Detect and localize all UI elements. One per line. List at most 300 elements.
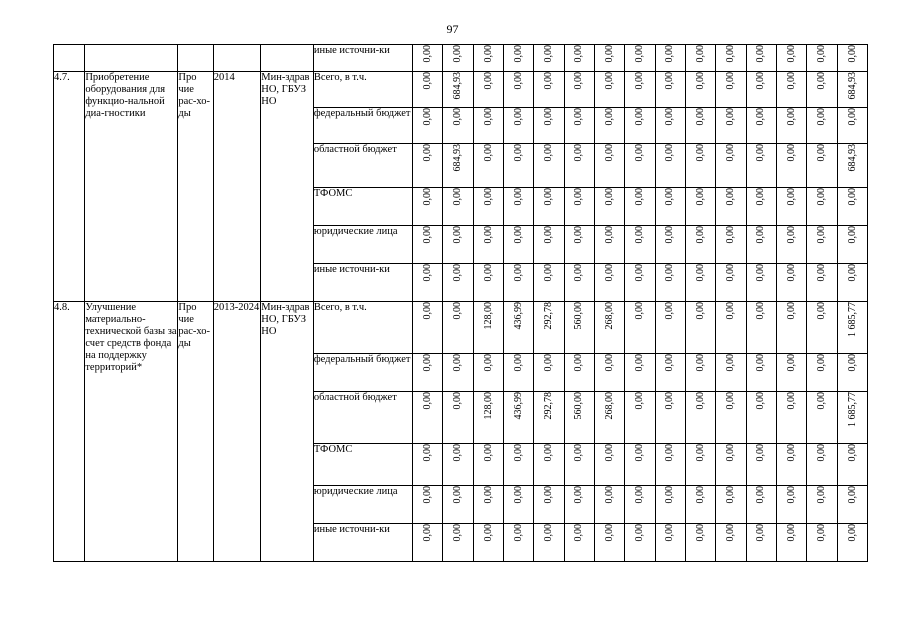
value-text: 0,00 bbox=[785, 226, 797, 244]
value-cell bbox=[716, 226, 746, 264]
value-cell bbox=[443, 72, 473, 108]
value-text: 0,00 bbox=[664, 524, 676, 542]
value-text: 0,00 bbox=[694, 264, 706, 282]
value-cell bbox=[685, 226, 715, 264]
value-cell bbox=[412, 354, 442, 392]
value-text: 0,00 bbox=[755, 444, 767, 462]
value-text: 0,00 bbox=[421, 144, 433, 162]
value-text: 0,00 bbox=[512, 354, 524, 372]
item-name: Улучшение материально-технической базы за счет средств фонда на поддержку территорий* bbox=[85, 302, 178, 562]
value-cell bbox=[534, 226, 564, 264]
table-row bbox=[54, 302, 868, 354]
value-cell bbox=[746, 392, 776, 444]
value-cell bbox=[473, 45, 503, 72]
value-text: 0,00 bbox=[482, 72, 494, 90]
value-cell bbox=[807, 354, 837, 392]
value-cell bbox=[564, 108, 594, 144]
value-text: 0,00 bbox=[482, 264, 494, 282]
value-cell bbox=[776, 226, 806, 264]
value-text: 0,00 bbox=[634, 486, 646, 504]
value-cell bbox=[655, 144, 685, 188]
value-cell bbox=[503, 188, 533, 226]
value-cell bbox=[776, 72, 806, 108]
value-text: 0,00 bbox=[573, 524, 585, 542]
item-name: Приобретение оборудования для функцио-нальной диа-гностики bbox=[85, 72, 178, 302]
value-cell bbox=[473, 264, 503, 302]
value-text: 0,00 bbox=[755, 188, 767, 206]
value-cell bbox=[746, 108, 776, 144]
value-text: 0,00 bbox=[603, 188, 615, 206]
value-text: 0,00 bbox=[543, 226, 555, 244]
value-text: 0,00 bbox=[482, 486, 494, 504]
source-cell: федеральный бюджет bbox=[313, 108, 412, 144]
value-text: 0,00 bbox=[694, 486, 706, 504]
value-cell bbox=[564, 226, 594, 264]
value-text: 0,00 bbox=[452, 486, 464, 504]
value-cell bbox=[746, 226, 776, 264]
value-cell bbox=[655, 302, 685, 354]
value-text: 0,00 bbox=[725, 392, 737, 410]
source-cell: Всего, в т.ч. bbox=[313, 302, 412, 354]
value-cell bbox=[685, 302, 715, 354]
value-text: 684,93 bbox=[846, 144, 858, 172]
value-cell bbox=[685, 444, 715, 486]
value-cell bbox=[503, 144, 533, 188]
value-cell bbox=[716, 486, 746, 524]
value-cell bbox=[776, 45, 806, 72]
value-text: 436,99 bbox=[512, 302, 524, 330]
value-text: 0,00 bbox=[694, 302, 706, 320]
value-text: 0,00 bbox=[816, 108, 828, 126]
value-cell bbox=[746, 302, 776, 354]
value-text: 0,00 bbox=[573, 108, 585, 126]
value-text: 0,00 bbox=[725, 444, 737, 462]
value-cell bbox=[716, 188, 746, 226]
value-text: 0,00 bbox=[755, 264, 767, 282]
empty-cell bbox=[213, 45, 261, 72]
value-cell bbox=[716, 392, 746, 444]
value-text: 0,00 bbox=[452, 524, 464, 542]
source-cell: федеральный бюджет bbox=[313, 354, 412, 392]
value-cell bbox=[473, 354, 503, 392]
value-text: 292,78 bbox=[543, 302, 555, 330]
value-cell bbox=[412, 302, 442, 354]
value-cell bbox=[594, 354, 624, 392]
value-cell bbox=[655, 72, 685, 108]
value-cell bbox=[807, 444, 837, 486]
value-cell bbox=[746, 72, 776, 108]
value-text: 0,00 bbox=[816, 354, 828, 372]
value-cell bbox=[716, 108, 746, 144]
value-text: 0,00 bbox=[573, 72, 585, 90]
value-cell bbox=[412, 72, 442, 108]
value-cell bbox=[625, 108, 655, 144]
value-text: 684,93 bbox=[452, 144, 464, 172]
value-text: 0,00 bbox=[725, 72, 737, 90]
value-text: 0,00 bbox=[452, 354, 464, 372]
value-cell bbox=[655, 444, 685, 486]
value-cell bbox=[716, 72, 746, 108]
value-text: 0,00 bbox=[634, 144, 646, 162]
value-text: 0,00 bbox=[573, 188, 585, 206]
value-cell bbox=[837, 264, 867, 302]
value-cell bbox=[837, 72, 867, 108]
value-text: 0,00 bbox=[694, 144, 706, 162]
value-text: 0,00 bbox=[664, 302, 676, 320]
value-cell bbox=[594, 108, 624, 144]
value-text: 0,00 bbox=[816, 486, 828, 504]
value-cell bbox=[655, 392, 685, 444]
value-cell bbox=[716, 45, 746, 72]
value-text: 0,00 bbox=[694, 524, 706, 542]
value-text: 0,00 bbox=[755, 486, 767, 504]
value-cell bbox=[534, 144, 564, 188]
value-cell bbox=[685, 188, 715, 226]
value-cell bbox=[473, 302, 503, 354]
value-text: 0,00 bbox=[543, 486, 555, 504]
value-text: 0,00 bbox=[664, 188, 676, 206]
value-text: 1 685,77 bbox=[846, 302, 858, 337]
value-text: 0,00 bbox=[421, 108, 433, 126]
value-text: 0,00 bbox=[482, 188, 494, 206]
value-text: 0,00 bbox=[755, 108, 767, 126]
value-cell bbox=[564, 486, 594, 524]
value-cell bbox=[655, 354, 685, 392]
value-cell bbox=[807, 144, 837, 188]
value-text: 0,00 bbox=[694, 354, 706, 372]
value-cell bbox=[473, 72, 503, 108]
value-text: 0,00 bbox=[543, 45, 555, 63]
value-text: 0,00 bbox=[846, 354, 858, 372]
value-cell bbox=[685, 144, 715, 188]
empty-cell bbox=[54, 45, 85, 72]
value-text: 0,00 bbox=[452, 264, 464, 282]
value-cell bbox=[716, 144, 746, 188]
value-text: 0,00 bbox=[634, 264, 646, 282]
value-cell bbox=[473, 486, 503, 524]
value-text: 0,00 bbox=[512, 226, 524, 244]
value-text: 0,00 bbox=[846, 264, 858, 282]
value-cell bbox=[534, 108, 564, 144]
value-cell bbox=[443, 108, 473, 144]
value-text: 0,00 bbox=[755, 45, 767, 63]
value-text: 0,00 bbox=[421, 486, 433, 504]
value-cell bbox=[807, 486, 837, 524]
value-text: 0,00 bbox=[573, 144, 585, 162]
table-row bbox=[54, 45, 868, 72]
value-text: 0,00 bbox=[512, 524, 524, 542]
source-cell: областной бюджет bbox=[313, 144, 412, 188]
value-cell bbox=[564, 302, 594, 354]
value-cell bbox=[412, 45, 442, 72]
value-cell bbox=[564, 354, 594, 392]
value-cell bbox=[625, 144, 655, 188]
value-cell bbox=[443, 486, 473, 524]
value-cell bbox=[625, 226, 655, 264]
value-text: 0,00 bbox=[664, 72, 676, 90]
value-text: 0,00 bbox=[421, 226, 433, 244]
value-text: 0,00 bbox=[664, 486, 676, 504]
value-text: 0,00 bbox=[603, 72, 615, 90]
value-cell bbox=[412, 392, 442, 444]
value-text: 0,00 bbox=[694, 108, 706, 126]
value-text: 0,00 bbox=[755, 524, 767, 542]
value-text: 0,00 bbox=[755, 354, 767, 372]
table-row bbox=[54, 72, 868, 108]
item-years: 2014 bbox=[213, 72, 261, 302]
value-text: 0,00 bbox=[543, 524, 555, 542]
value-text: 0,00 bbox=[573, 226, 585, 244]
value-text: 0,00 bbox=[664, 354, 676, 372]
value-cell bbox=[837, 486, 867, 524]
item-executor: Мин-здрав НО, ГБУЗ НО bbox=[261, 302, 314, 562]
value-text: 0,00 bbox=[816, 392, 828, 410]
value-cell bbox=[594, 226, 624, 264]
value-text: 0,00 bbox=[512, 108, 524, 126]
value-text: 0,00 bbox=[755, 392, 767, 410]
value-cell bbox=[443, 302, 473, 354]
value-cell bbox=[807, 226, 837, 264]
value-cell bbox=[594, 444, 624, 486]
source-cell: областной бюджет bbox=[313, 392, 412, 444]
value-text: 0,00 bbox=[816, 188, 828, 206]
value-cell bbox=[443, 188, 473, 226]
expense-type: Про чие рас-хо-ды bbox=[178, 302, 213, 562]
value-cell bbox=[837, 226, 867, 264]
value-text: 0,00 bbox=[421, 392, 433, 410]
value-cell bbox=[534, 486, 564, 524]
value-text: 0,00 bbox=[634, 524, 646, 542]
value-cell bbox=[503, 392, 533, 444]
item-executor: Мин-здрав НО, ГБУЗ НО bbox=[261, 72, 314, 302]
value-text: 0,00 bbox=[816, 264, 828, 282]
value-cell bbox=[807, 392, 837, 444]
source-cell: иные источни-ки bbox=[313, 45, 412, 72]
value-cell bbox=[412, 144, 442, 188]
value-cell bbox=[625, 354, 655, 392]
value-cell bbox=[716, 264, 746, 302]
value-cell bbox=[594, 45, 624, 72]
value-text: 0,00 bbox=[603, 444, 615, 462]
empty-cell bbox=[261, 45, 314, 72]
value-text: 0,00 bbox=[846, 444, 858, 462]
value-text: 0,00 bbox=[421, 524, 433, 542]
value-text: 0,00 bbox=[634, 444, 646, 462]
value-text: 128,00 bbox=[482, 392, 494, 420]
value-text: 0,00 bbox=[573, 354, 585, 372]
value-cell bbox=[473, 226, 503, 264]
value-cell bbox=[837, 444, 867, 486]
value-text: 0,00 bbox=[482, 444, 494, 462]
value-cell bbox=[473, 392, 503, 444]
value-text: 0,00 bbox=[725, 226, 737, 244]
value-text: 0,00 bbox=[452, 392, 464, 410]
value-cell bbox=[473, 524, 503, 562]
value-cell bbox=[443, 144, 473, 188]
value-text: 0,00 bbox=[664, 392, 676, 410]
value-cell bbox=[503, 302, 533, 354]
value-text: 0,00 bbox=[543, 188, 555, 206]
value-cell bbox=[594, 72, 624, 108]
value-text: 0,00 bbox=[694, 392, 706, 410]
value-cell bbox=[776, 444, 806, 486]
value-cell bbox=[443, 354, 473, 392]
value-cell bbox=[443, 444, 473, 486]
value-cell bbox=[655, 524, 685, 562]
value-text: 0,00 bbox=[816, 444, 828, 462]
value-text: 0,00 bbox=[725, 524, 737, 542]
value-cell bbox=[807, 72, 837, 108]
value-text: 0,00 bbox=[482, 226, 494, 244]
budget-table bbox=[53, 44, 868, 562]
value-cell bbox=[625, 264, 655, 302]
expense-type: Про чие рас-хо-ды bbox=[178, 72, 213, 302]
value-cell bbox=[746, 188, 776, 226]
value-cell bbox=[534, 354, 564, 392]
value-cell bbox=[473, 444, 503, 486]
value-cell bbox=[685, 72, 715, 108]
value-cell bbox=[412, 226, 442, 264]
value-cell bbox=[564, 188, 594, 226]
value-cell bbox=[776, 188, 806, 226]
value-text: 0,00 bbox=[725, 108, 737, 126]
value-cell bbox=[594, 302, 624, 354]
value-text: 0,00 bbox=[816, 45, 828, 63]
value-text: 0,00 bbox=[634, 226, 646, 244]
value-cell bbox=[412, 444, 442, 486]
value-cell bbox=[776, 354, 806, 392]
value-cell bbox=[807, 264, 837, 302]
value-cell bbox=[685, 108, 715, 144]
page-number: 97 bbox=[446, 22, 459, 36]
value-cell bbox=[534, 524, 564, 562]
value-text: 0,00 bbox=[664, 144, 676, 162]
value-text: 0,00 bbox=[482, 524, 494, 542]
value-text: 0,00 bbox=[846, 108, 858, 126]
value-cell bbox=[685, 486, 715, 524]
value-text: 0,00 bbox=[785, 354, 797, 372]
value-text: 0,00 bbox=[543, 444, 555, 462]
value-cell bbox=[594, 392, 624, 444]
value-cell bbox=[443, 45, 473, 72]
value-text: 0,00 bbox=[694, 188, 706, 206]
value-cell bbox=[534, 392, 564, 444]
value-text: 0,00 bbox=[725, 354, 737, 372]
value-cell bbox=[776, 264, 806, 302]
value-text: 560,00 bbox=[573, 302, 585, 330]
value-text: 0,00 bbox=[634, 354, 646, 372]
value-text: 0,00 bbox=[452, 226, 464, 244]
value-text: 0,00 bbox=[694, 72, 706, 90]
value-cell bbox=[412, 486, 442, 524]
value-text: 0,00 bbox=[634, 45, 646, 63]
value-cell bbox=[564, 264, 594, 302]
value-text: 0,00 bbox=[482, 144, 494, 162]
item-years: 2013-2024 bbox=[213, 302, 261, 562]
value-text: 0,00 bbox=[512, 444, 524, 462]
value-text: 0,00 bbox=[725, 144, 737, 162]
value-cell bbox=[503, 45, 533, 72]
value-cell bbox=[776, 392, 806, 444]
value-cell bbox=[412, 108, 442, 144]
value-cell bbox=[837, 392, 867, 444]
value-text: 0,00 bbox=[452, 444, 464, 462]
value-cell bbox=[685, 264, 715, 302]
value-cell bbox=[655, 188, 685, 226]
value-cell bbox=[655, 486, 685, 524]
value-text: 0,00 bbox=[421, 264, 433, 282]
value-text: 0,00 bbox=[664, 226, 676, 244]
value-cell bbox=[776, 144, 806, 188]
value-text: 0,00 bbox=[816, 144, 828, 162]
value-cell bbox=[837, 108, 867, 144]
value-cell bbox=[655, 108, 685, 144]
value-text: 0,00 bbox=[421, 354, 433, 372]
source-cell: иные источни-ки bbox=[313, 264, 412, 302]
value-cell bbox=[685, 524, 715, 562]
value-cell bbox=[776, 486, 806, 524]
value-text: 0,00 bbox=[512, 486, 524, 504]
value-cell bbox=[746, 444, 776, 486]
value-cell bbox=[625, 72, 655, 108]
value-cell bbox=[564, 444, 594, 486]
value-text: 0,00 bbox=[573, 264, 585, 282]
value-text: 0,00 bbox=[543, 354, 555, 372]
value-cell bbox=[564, 72, 594, 108]
value-text: 0,00 bbox=[603, 144, 615, 162]
value-text: 268,00 bbox=[603, 392, 615, 420]
value-text: 0,00 bbox=[694, 444, 706, 462]
empty-cell bbox=[178, 45, 213, 72]
value-text: 0,00 bbox=[452, 108, 464, 126]
value-cell bbox=[503, 108, 533, 144]
value-text: 0,00 bbox=[664, 264, 676, 282]
value-cell bbox=[564, 45, 594, 72]
value-text: 0,00 bbox=[603, 524, 615, 542]
value-text: 0,00 bbox=[482, 45, 494, 63]
value-cell bbox=[534, 188, 564, 226]
value-text: 0,00 bbox=[482, 354, 494, 372]
value-cell bbox=[534, 444, 564, 486]
value-cell bbox=[564, 392, 594, 444]
value-text: 0,00 bbox=[755, 144, 767, 162]
source-cell: иные источни-ки bbox=[313, 524, 412, 562]
value-cell bbox=[716, 302, 746, 354]
value-text: 436,99 bbox=[512, 392, 524, 420]
value-text: 0,00 bbox=[816, 226, 828, 244]
value-text: 0,00 bbox=[634, 188, 646, 206]
value-text: 0,00 bbox=[543, 108, 555, 126]
value-cell bbox=[655, 226, 685, 264]
value-text: 0,00 bbox=[603, 226, 615, 244]
value-cell bbox=[625, 486, 655, 524]
value-text: 0,00 bbox=[573, 486, 585, 504]
value-text: 0,00 bbox=[785, 486, 797, 504]
value-cell bbox=[473, 188, 503, 226]
value-cell bbox=[625, 392, 655, 444]
value-text: 0,00 bbox=[664, 45, 676, 63]
value-cell bbox=[564, 524, 594, 562]
value-text: 0,00 bbox=[785, 72, 797, 90]
value-text: 0,00 bbox=[512, 72, 524, 90]
value-text: 0,00 bbox=[785, 144, 797, 162]
item-code: 4.7. bbox=[54, 72, 85, 302]
value-cell bbox=[412, 524, 442, 562]
value-text: 0,00 bbox=[634, 302, 646, 320]
value-cell bbox=[625, 444, 655, 486]
value-cell bbox=[625, 302, 655, 354]
value-text: 0,00 bbox=[785, 108, 797, 126]
